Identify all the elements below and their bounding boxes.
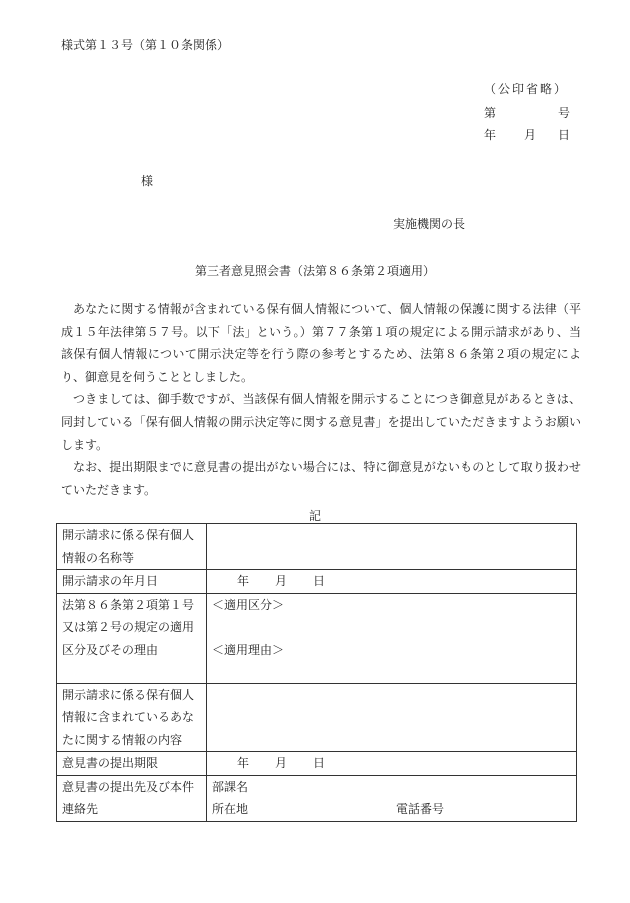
table-row — [57, 775, 577, 821]
row-label-request-date: 開示請求の年月日 — [57, 570, 207, 594]
row-label-applicable-category: 法第８６条第２項第１号 又は第２号の規定の適用 区分及びその理由 — [57, 593, 207, 683]
table-row — [57, 570, 577, 594]
department-label: 部課名 — [212, 779, 249, 794]
body-text — [61, 298, 581, 501]
ki-heading: 記 — [308, 509, 321, 523]
table-row — [57, 683, 577, 752]
body-paragraph-3: なお、提出期限までに意見書の提出がない場合には、特に御意見がないものとして取り扱わせていただきます。 — [61, 460, 581, 497]
table-row — [57, 593, 577, 683]
row-value-deadline: 年 月 日 — [207, 752, 577, 776]
address-label: 所在地 — [212, 802, 249, 816]
date-year: 年 — [484, 128, 497, 142]
date-day: 日 — [557, 128, 570, 142]
body-paragraph-1: あなたに関する情報が含まれている保有個人情報について、個人情報の保護に関する法律（平成１５年法律第５７号。以下「法」という。）第７７条第１項の規定による開示請求があり、当該保有個人情報について開示決定等を行う際の参考とするため、法第８６条第２項の規定により、御意見を伺うこととしました。 — [61, 302, 581, 384]
document-number-line — [484, 104, 570, 121]
issue-date-line — [484, 126, 570, 143]
table-row — [57, 524, 577, 570]
addressee-honorific: 様 — [141, 174, 154, 188]
seal-omitted-note: （公印省略） — [484, 82, 569, 96]
body-paragraph-2: つきましては、御手数ですが、当該保有個人情報を開示することにつき御意見があるときは、同封している「保有個人情報の開示決定等に関する意見書」を提出していただきますようお願いします。 — [61, 392, 581, 452]
row-value-applicable-category: ＜適用区分＞ ＜適用理由＞ — [207, 593, 577, 683]
row-label-info-content: 開示請求に係る保有個人 情報に含まれているあな たに関する情報の内容 — [57, 683, 207, 752]
number-suffix: 号 — [557, 106, 570, 120]
details-table — [56, 523, 577, 822]
number-prefix: 第 — [484, 106, 497, 120]
date-month: 月 — [523, 128, 536, 142]
form-number: 様式第１３号（第１０条関係） — [61, 38, 230, 52]
row-label-contact: 意見書の提出先及び本件 連絡先 — [57, 775, 207, 821]
sender: 実施機関の長 — [393, 217, 466, 231]
row-value-info-name — [207, 524, 577, 570]
row-value-request-date: 年 月 日 — [207, 570, 577, 594]
table-row — [57, 752, 577, 776]
document-title: 第三者意見照会書（法第８６条第２項適用） — [194, 264, 435, 278]
phone-label: 電話番号 — [396, 802, 445, 816]
row-value-info-content — [207, 683, 577, 752]
row-label-info-name: 開示請求に係る保有個人 情報の名称等 — [57, 524, 207, 570]
row-value-contact — [207, 775, 577, 821]
row-label-deadline: 意見書の提出期限 — [57, 752, 207, 776]
